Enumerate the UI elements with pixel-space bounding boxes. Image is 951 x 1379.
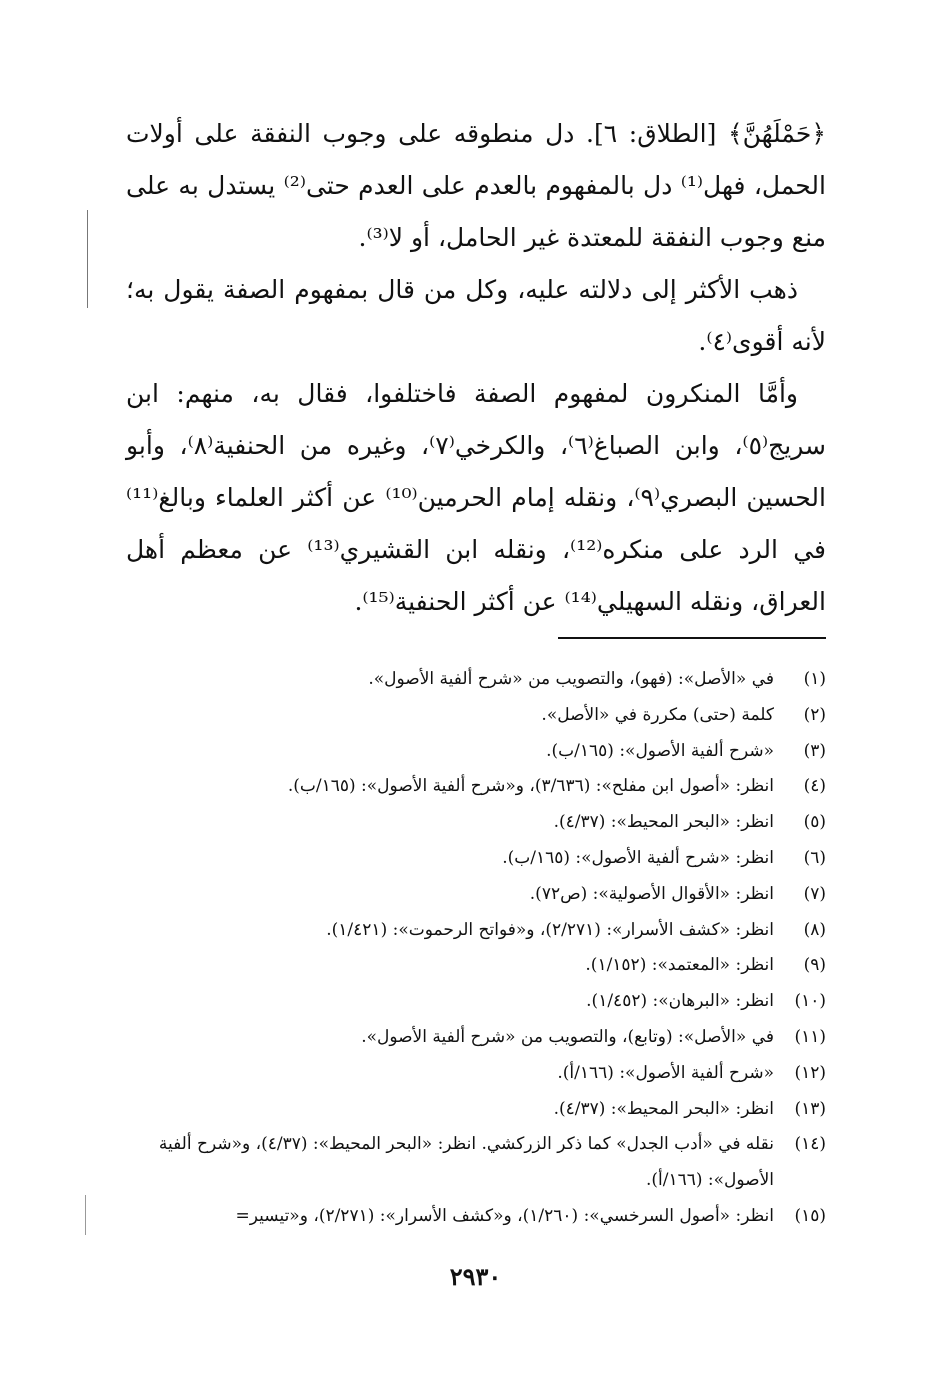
footnote-text: انظر: «شرح ألفية الأصول»: (١٦٥/ب). bbox=[502, 847, 774, 868]
footnote-text: «شرح ألفية الأصول»: (١٦٥/ب). bbox=[546, 740, 774, 761]
footnote-number: (٣) bbox=[803, 740, 826, 761]
footnote bbox=[116, 698, 826, 734]
footnote-text: انظر: «كشف الأسرار»: (٢/٢٧١)، و«فواتح الرحموت»: (١/٤٢١). bbox=[326, 919, 774, 940]
margin-line bbox=[85, 1195, 86, 1235]
footnote-number: (١٤) bbox=[794, 1134, 826, 1155]
footnote-text: في «الأصل»: (وتابع)، والتصويب من «شرح ألفية الأصول». bbox=[361, 1026, 774, 1047]
footnote bbox=[116, 769, 826, 805]
footnote bbox=[116, 984, 826, 1020]
footnote bbox=[116, 841, 826, 877]
footnote-number: (٦) bbox=[803, 847, 826, 868]
footnote-text: انظر: «أصول ابن مفلح»: (٣/٦٣٦)، و«شرح ألفية الأصول»: (١٦٥/ب). bbox=[287, 776, 774, 797]
footnote-number: (٨) bbox=[803, 919, 826, 940]
footnote-number: (١٣) bbox=[794, 1098, 826, 1119]
footnote-text: انظر: «أصول السرخسي»: (١/٢٦٠)، و«كشف الأسرار»: (٢/٢٧١)، و«تيسير= bbox=[235, 1205, 774, 1226]
footnote-number: (٧) bbox=[803, 883, 826, 904]
footnote-number: (١١) bbox=[794, 1026, 826, 1047]
footnote-text: انظر: «البرهان»: (١/٤٥٢). bbox=[586, 991, 774, 1012]
footnote-text: انظر: «البحر المحيط»: (٤/٣٧). bbox=[553, 812, 774, 833]
footnote bbox=[116, 1056, 826, 1092]
footnote-number: (٤) bbox=[803, 776, 826, 797]
footnote bbox=[116, 805, 826, 841]
footnote-number: (٩) bbox=[803, 955, 826, 976]
footnote-number: (١) bbox=[803, 669, 826, 689]
footnote-number: (٢) bbox=[803, 704, 826, 725]
footnote bbox=[116, 877, 826, 913]
footnote-text: انظر: «المعتمد»: (١/١٥٢). bbox=[585, 955, 774, 976]
footnote-text: كلمة (حتى) مكررة في «الأصل». bbox=[541, 704, 774, 725]
footnote-text: في «الأصل»: (فهو)، والتصويب من «شرح ألفية الأصول». bbox=[368, 669, 774, 689]
footnote bbox=[116, 662, 826, 698]
footnote bbox=[116, 734, 826, 770]
paragraph-3: وأمَّا المنكرون لمفهوم الصفة فاختلفوا، فقال به، منهم: ابن سريج⁽٥⁾، وابن الصباغ⁽٦⁾، والكرخي⁽٧⁾، وغيره من الحنفية⁽٨⁾، وأبو الحسين البصري⁽٩⁾، ونقله إمام الحرمين⁽¹⁰⁾ عن أكثر العلماء وبالغ⁽¹¹⁾ في الرد على منكره⁽¹²⁾، ونقله ابن القشيري⁽¹³⁾ عن معظم أهل العراق، ونقله السهيلي⁽¹⁴⁾ عن أكثر الحنفية⁽¹⁵⁾. bbox=[126, 379, 826, 616]
footnote-number: (١٥) bbox=[794, 1205, 826, 1226]
main-text bbox=[126, 108, 826, 628]
footnote bbox=[116, 913, 826, 949]
footnote bbox=[116, 1020, 826, 1056]
paragraph-2: ذهب الأكثر إلى دلالته عليه، وكل من قال بمفهوم الصفة يقول به؛ لأنه أقوى⁽٤⁾. bbox=[126, 275, 826, 356]
footnote-number: (١٢) bbox=[794, 1062, 826, 1083]
footnote-text: انظر: «الأقوال الأصولية»: (ص٧٢). bbox=[529, 883, 774, 904]
paragraph-1: ﴿حَمْلَهُنَّ﴾ [الطلاق: ٦]. دل منطوقه على وجوب النفقة على أولات الحمل، فهل⁽¹⁾ دل بالمفهوم بالعدم على العدم حتى⁽²⁾ يستدل به على منع وجوب النفقة للمعتدة غير الحامل، أو لا⁽³⁾. bbox=[126, 119, 826, 252]
footnote bbox=[116, 1092, 826, 1128]
footnote-text: «شرح ألفية الأصول»: (١٦٦/أ). bbox=[557, 1062, 774, 1083]
footnote-text: انظر: «البحر المحيط»: (٤/٣٧). bbox=[553, 1098, 774, 1119]
footnote bbox=[116, 948, 826, 984]
footnotes bbox=[116, 662, 826, 1235]
footnote-number: (١٠) bbox=[794, 991, 826, 1012]
page-number: ٢٩٣٠ bbox=[449, 1262, 502, 1291]
footnote-number: (٥) bbox=[803, 812, 826, 833]
footnote-text: نقله في «أدب الجدل» كما ذكر الزركشي. انظر: «البحر المحيط»: (٤/٣٧)، و«شرح ألفية الأصول»: (١٦٦/أ). bbox=[158, 1134, 774, 1191]
margin-line bbox=[87, 210, 88, 308]
footnote-separator bbox=[558, 637, 826, 639]
footnote bbox=[116, 1199, 826, 1235]
footnote bbox=[116, 1127, 826, 1199]
